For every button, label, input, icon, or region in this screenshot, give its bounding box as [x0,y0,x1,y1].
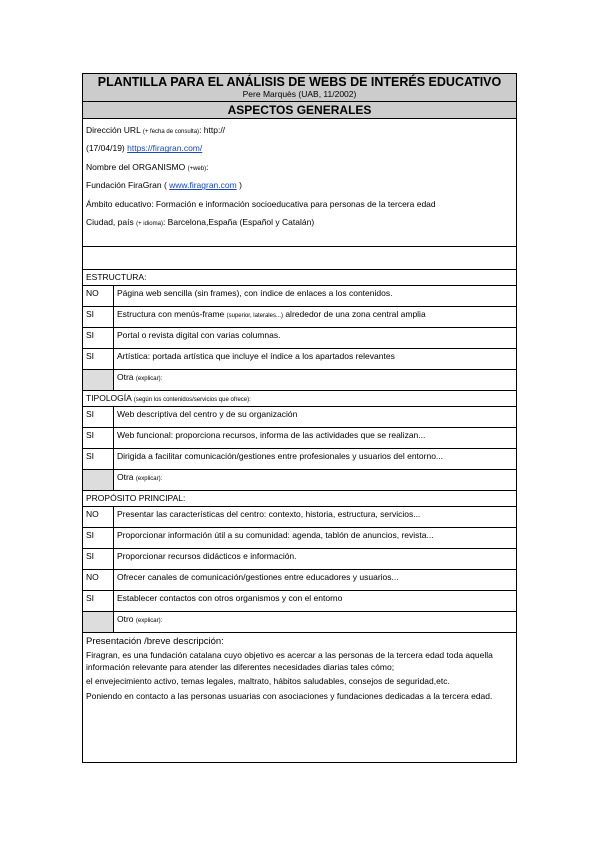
other-text-group [114,370,516,390]
row-mark: SI [83,591,114,611]
typology-hint: (según los contenidos/servicios que ofrece): [133,397,251,403]
row-mark: SI [83,549,114,569]
org-line [86,158,513,176]
url-line [86,121,513,139]
org-hint: (+web) [187,165,207,172]
row-text: Portal o revista digital con varias columnas. [117,330,281,340]
row-mark: SI [83,349,114,369]
row-mark-empty [83,470,114,490]
table-row [83,570,516,591]
consult-date: (17/04/19) [86,143,128,154]
row-mark: SI [83,449,114,469]
table-row [83,591,516,612]
row-text: Establecer contactos con otros organismos y con el entorno [117,593,343,603]
row-mark: SI [83,328,114,348]
table-row [83,349,516,370]
org-close: ) [236,180,242,191]
city-hint: (+ idioma) [136,220,163,227]
row-mark-empty [83,370,114,390]
row-text: Proporcionar recursos didácticos e información. [117,551,297,561]
row-mark: NO [83,507,114,527]
other-row [83,612,516,633]
row-mark-empty [83,612,114,632]
table-row [83,407,516,428]
other-text-group [114,470,516,490]
table-row [83,286,516,307]
scope-line: Ámbito educativo: Formación e información socioeducativa para personas de la tercera edad [86,198,436,209]
analysis-template-form [82,73,517,763]
org-web-link[interactable]: www.firagran.com [169,180,237,191]
org-colon: : [206,161,209,172]
site-url-link[interactable]: https://firagran.com/ [127,143,203,154]
form-title: PLANTILLA PARA EL ANÁLISIS DE WEBS DE INTERÉS EDUCATIVO [97,75,502,89]
org-label: Nombre del ORGANISMO [86,161,186,172]
structure-label: ESTRUCTURA: [83,270,516,286]
description-heading: Presentación /breve descripción: [86,636,224,647]
table-row [83,328,516,349]
row-mark: NO [83,570,114,590]
header [83,74,516,102]
row-text: Web funcional: proporciona recursos, informa de las actividades que se realizan... [117,430,426,440]
other-label: Otra [117,372,134,382]
row-text: Web descriptiva del centro y de su organización [117,409,298,419]
row-mark: SI [83,528,114,548]
other-text-group [114,612,516,632]
org-name-line [86,176,513,194]
url-value: : http:// [199,125,226,135]
row-mark: SI [83,428,114,448]
row-text: Dirigida a facilitar comunicación/gestiones entre profesionales y usuarios del entorno... [117,451,444,461]
city-label: Ciudad, país [86,216,134,227]
table-row [83,549,516,570]
row-mark: NO [83,286,114,306]
table-row [83,428,516,449]
other-hint: (explicar): [135,476,163,482]
other-hint: (explicar): [135,618,163,624]
form-author: Pere Marquès (UAB, 11/2002) [242,89,357,99]
row-text-tail: alrededor de una zona central amplia [282,309,426,319]
other-label: Otro [117,614,134,624]
row-text: Página web sencilla (sin frames), con índice de enlaces a los contenidos. [117,288,393,298]
purpose-label: PROPÓSITO PRINCIPAL: [83,491,516,507]
table-row [83,307,516,328]
table-row [83,528,516,549]
row-mark: SI [83,407,114,427]
description-paragraph: Firagran, es una fundación catalana cuyo objetivo es acercar a las personas de la tercera edad toda aquella información relevante para atender las diferentes necesidades diarias tales cómo; [86,650,493,672]
description-block [83,633,516,707]
city-line [86,213,513,231]
row-text-group [114,307,516,327]
url-label: Dirección URL [86,125,141,135]
blank-row [83,247,516,270]
other-row [83,370,516,391]
date-line [86,139,513,157]
row-text: Proporcionar información útil a su comunidad: agenda, tablón de anuncios, revista... [117,530,434,540]
city-value: : Barcelona,España (Español y Catalán) [162,216,315,227]
typology-label-group [83,391,516,407]
general-aspects-block [83,119,516,247]
other-row [83,470,516,491]
row-text: Estructura con menús-frame [117,309,225,319]
row-text: Artística: portada artística que incluye el índice a los apartados relevantes [117,351,395,361]
row-text: Presentar las características del centro: contexto, historia, estructura, servicios... [117,509,421,519]
row-text: Ofrecer canales de comunicación/gestiones entre educadores y usuarios... [117,572,399,582]
other-label: Otra [117,472,134,482]
url-hint: (+ fecha de consulta) [142,129,200,135]
general-aspects-heading: ASPECTOS GENERALES [83,102,516,119]
row-hint: (superior, laterales...) [226,313,283,319]
org-name: Fundación FiraGran ( [86,180,170,191]
row-mark: SI [83,307,114,327]
description-paragraph: el envejecimiento activo, temas legales, maltrato, hábitos saludables, consejos de seguridad,etc. [86,676,450,686]
typology-label: TIPOLOGÍA [86,393,132,403]
table-row [83,449,516,470]
other-hint: (explicar): [135,376,163,382]
description-paragraph: Poniendo en contacto a las personas usuarias con asociaciones y fundaciones dedicadas a la tercera edad. [86,690,493,701]
table-row [83,507,516,528]
